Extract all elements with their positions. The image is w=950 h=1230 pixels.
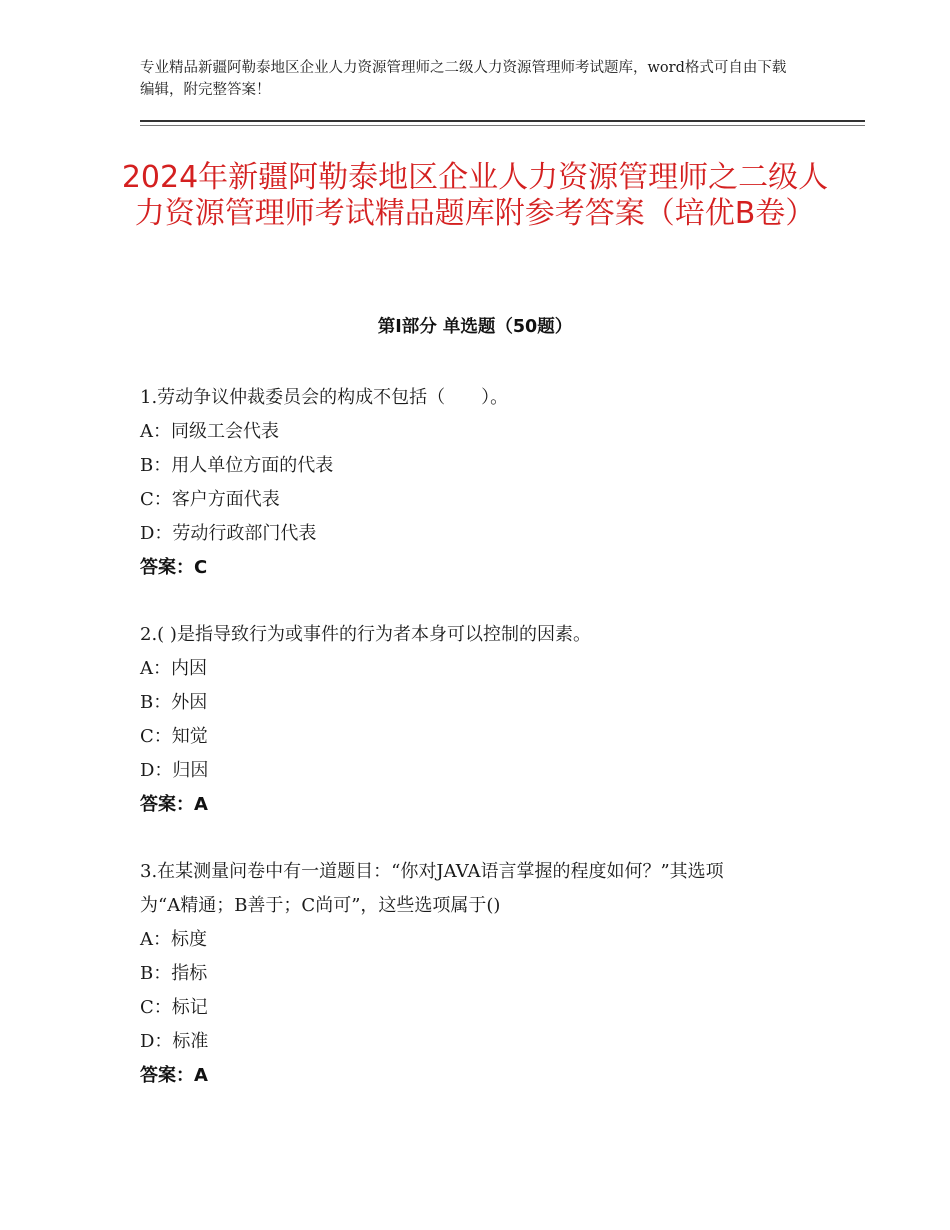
question-option-b: B：外因	[140, 692, 208, 713]
question-option-c: C：知觉	[140, 726, 208, 747]
question-2	[140, 618, 760, 822]
header-divider-thick	[140, 120, 865, 122]
question-option-b: B：用人单位方面的代表	[140, 455, 334, 476]
question-list	[140, 381, 760, 1126]
question-option-d: D：标准	[140, 1031, 209, 1052]
question-option-c: C：客户方面代表	[140, 489, 280, 510]
question-answer: 答案：A	[140, 794, 208, 815]
question-3	[140, 855, 760, 1093]
question-answer: 答案：C	[140, 557, 208, 578]
header-note: 专业精品新疆阿勒泰地区企业人力资源管理师之二级人力资源管理师考试题库，word格式可自由下载编辑，附完整答案！	[140, 60, 787, 98]
question-option-b: B：指标	[140, 963, 208, 984]
question-answer: 答案：A	[140, 1065, 208, 1086]
question-stem: 1.劳动争议仲裁委员会的构成不包括（ ）。	[140, 387, 509, 408]
question-option-c: C：标记	[140, 997, 208, 1018]
question-option-d: D：劳动行政部门代表	[140, 523, 317, 544]
question-option-a: A：内因	[140, 658, 207, 679]
header-divider-thin	[140, 125, 865, 126]
question-stem: 2.( )是指导致行为或事件的行为者本身可以控制的因素。	[140, 624, 591, 645]
question-stem: 3.在某测量问卷中有一道题目：“你对JAVA语言掌握的程度如何？”其选项为“A精通；B善于；C尚可”，这些选项属于()	[140, 861, 724, 916]
question-option-d: D：归因	[140, 760, 209, 781]
question-option-a: A：标度	[140, 929, 207, 950]
document-title: 2024年新疆阿勒泰地区企业人力资源管理师之二级人力资源管理师考试精品题库附参考答案（培优B卷）	[121, 160, 829, 231]
question-option-a: A：同级工会代表	[140, 421, 279, 442]
section-title: 第Ⅰ部分 单选题（50题）	[377, 317, 573, 337]
question-1	[140, 381, 760, 585]
